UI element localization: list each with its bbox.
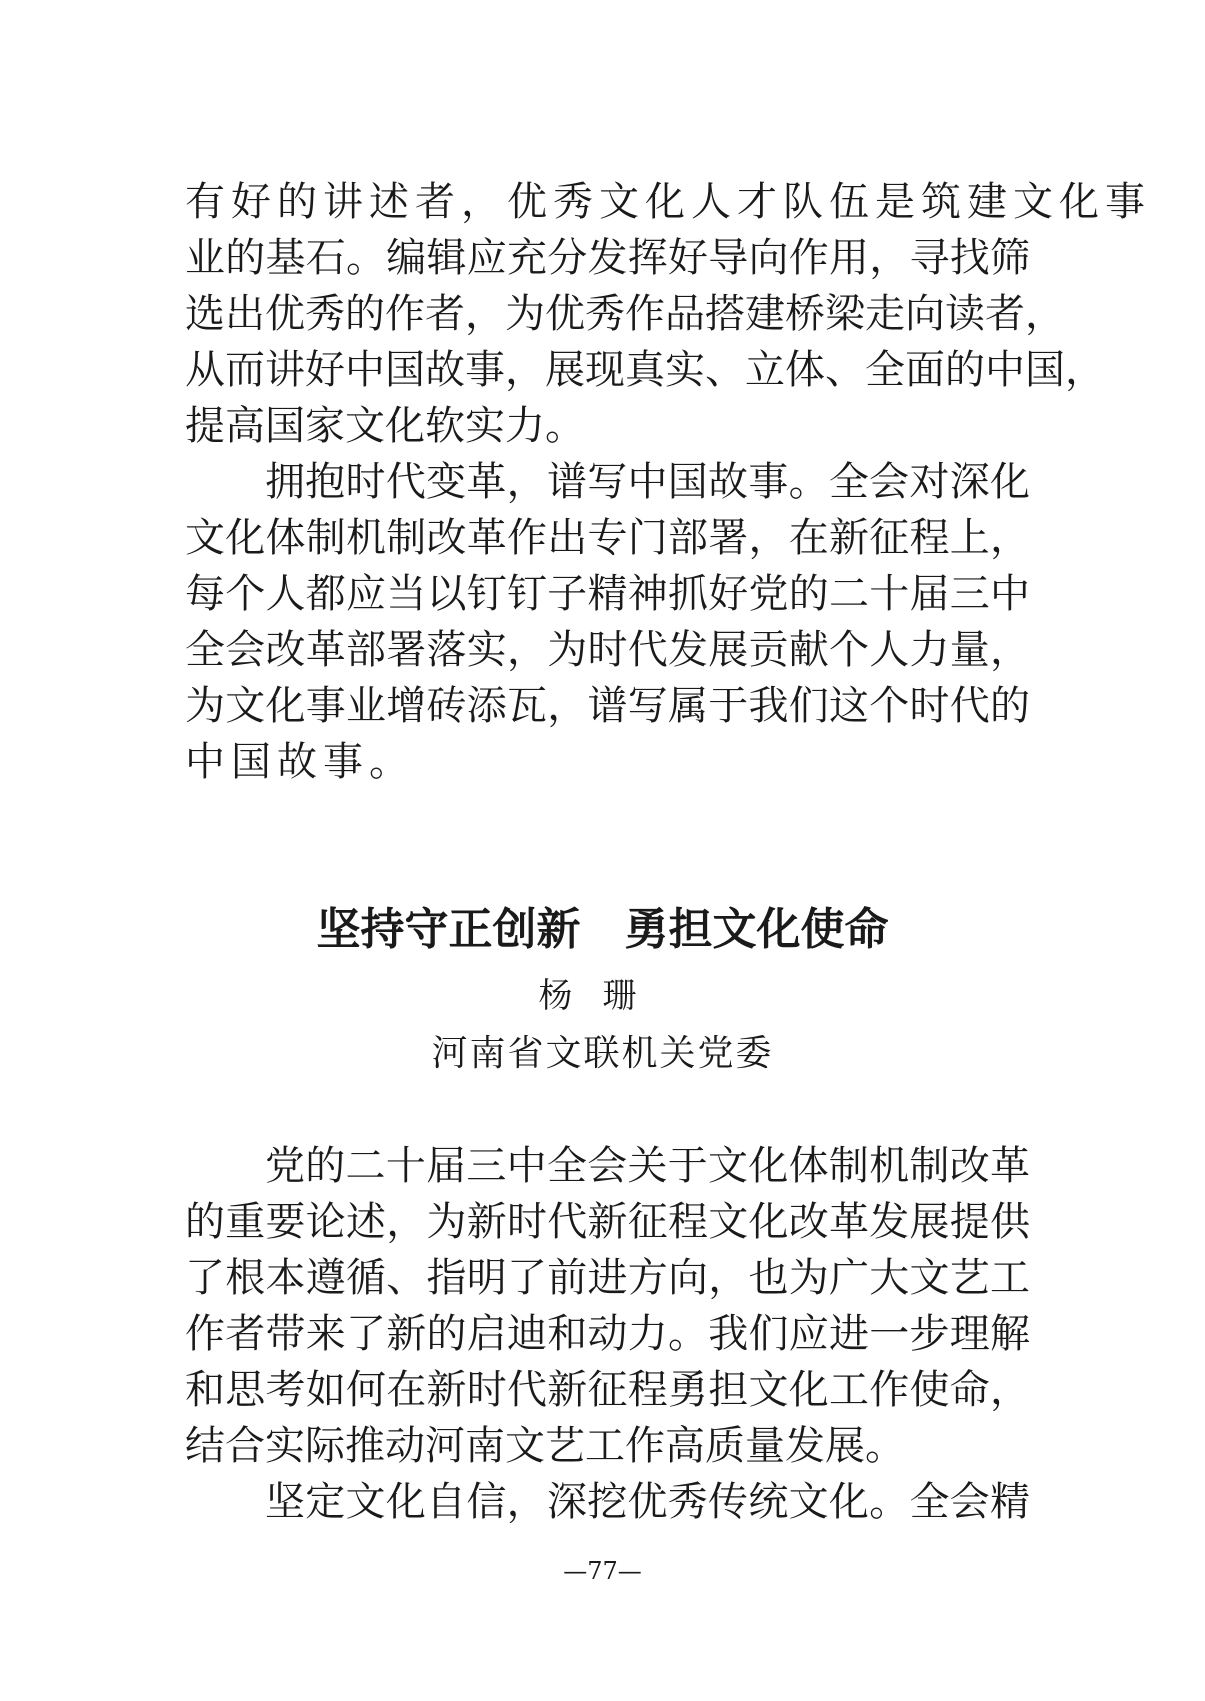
article-author: 杨珊 (538, 976, 667, 1016)
text-line: 作者带来了新的启迪和动力。我们应进一步理解 (185, 1311, 1030, 1357)
text-line: 党的二十届三中全会关于文化体制机制改革 (265, 1143, 1030, 1189)
text-line: 结合实际推动河南文艺工作高质量发展。 (185, 1423, 905, 1469)
article-body (185, 1138, 1030, 1530)
text-line: 和思考如何在新时代新征程勇担文化工作使命， (185, 1367, 1030, 1413)
text-line: 每个人都应当以钉钉子精神抓好党的二十届三中 (185, 571, 1030, 617)
section-continuation (185, 174, 1151, 790)
title-part-1: 坚持守正创新 (316, 904, 581, 955)
text-line: 全会改革部署落实，为时代发展贡献个人力量， (185, 627, 1030, 673)
text-line: 了根本遵循、指明了前进方向，也为广大文艺工 (185, 1255, 1030, 1301)
author-organization: 河南省文联机关党委 (431, 1033, 774, 1074)
text-line: 有好的讲述者，优秀文化人才队伍是筑建文化事 (185, 179, 1151, 225)
article-title (0, 900, 1205, 960)
text-line: 的重要论述，为新时代新征程文化改革发展提供 (185, 1199, 1030, 1245)
text-line: 文化体制机制改革作出专门部署，在新征程上， (185, 515, 1030, 561)
text-line: 提高国家文化软实力。 (185, 403, 585, 449)
page-number: —77— (563, 1557, 642, 1585)
text-line: 从而讲好中国故事，展现真实、立体、全面的中国， (185, 347, 1105, 393)
text-line: 坚定文化自信，深挖优秀传统文化。全会精 (265, 1479, 1030, 1525)
text-line: 为文化事业增砖添瓦，谱写属于我们这个时代的 (185, 683, 1030, 729)
text-line: 业的基石。编辑应充分发挥好导向作用，寻找筛 (185, 235, 1030, 281)
title-part-2: 勇担文化使命 (624, 904, 889, 955)
text-line: 中国故事。 (185, 739, 415, 785)
text-line: 拥抱时代变革，谱写中国故事。全会对深化 (265, 459, 1030, 505)
text-line: 选出优秀的作者，为优秀作品搭建桥梁走向读者， (185, 291, 1065, 337)
